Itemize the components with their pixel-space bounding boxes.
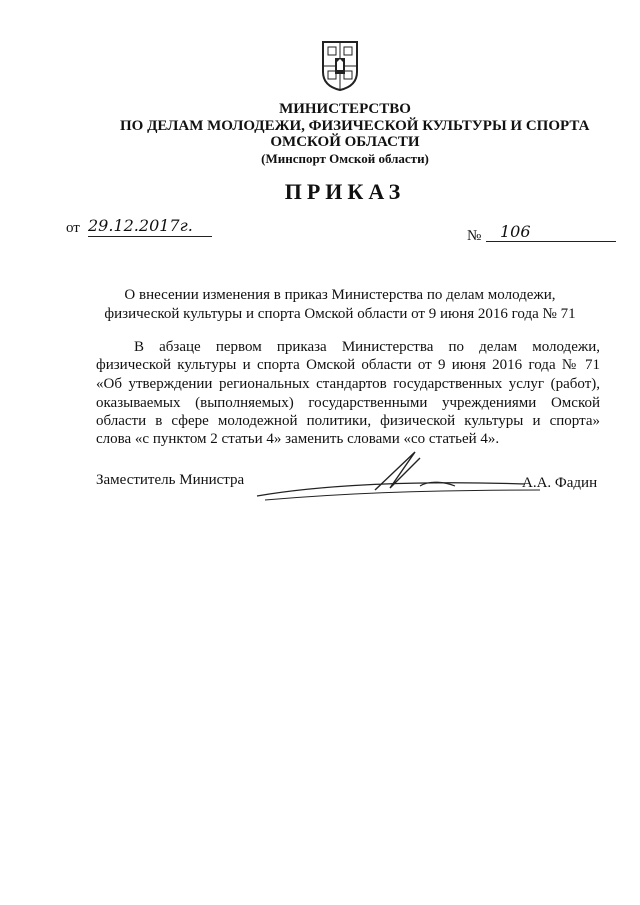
handwritten-signature	[255, 450, 545, 510]
subject-line-2: физической культуры и спорта Омской области от 9 июня 2016 года № 71	[104, 306, 576, 322]
signatory-name: А.А. Фадин	[522, 475, 598, 491]
date-label: от	[66, 220, 80, 236]
date-value: 29.12.2017г.	[88, 216, 212, 237]
signatory-role: Заместитель Министра	[96, 472, 245, 488]
ministry-short-name: (Минспорт Омской области)	[261, 151, 429, 166]
coat-of-arms-icon	[320, 40, 360, 92]
document-title: ПРИКАЗ	[284, 179, 406, 204]
ministry-name-line-2: ПО ДЕЛАМ МОЛОДЕЖИ, ФИЗИЧЕСКОЙ КУЛЬТУРЫ И СПОРТА	[120, 118, 590, 134]
body-line-3: «Об утверждении региональных стандартов государственных услуг (работ),	[96, 376, 600, 392]
ministry-name-line-1: МИНИСТЕРСТВО	[279, 101, 411, 117]
body-line-1: В абзаце первом приказа Министерства по делам молодежи,	[134, 339, 600, 355]
body-line-6: слова «с пунктом 2 статьи 4» заменить словами «со статьей 4».	[96, 431, 500, 447]
number-value: 106	[486, 222, 616, 242]
body-line-5: области в сфере молодежной политики, физической культуры и спорта»	[96, 413, 600, 429]
body-line-2: физической культуры и спорта Омской области от 9 июня 2016 года № 71	[96, 357, 600, 373]
subject-line-1: О внесении изменения в приказ Министерства по делам молодежи,	[124, 287, 556, 303]
ministry-name-line-3: ОМСКОЙ ОБЛАСТИ	[270, 134, 420, 150]
body-line-4: оказываемых (выполняемых) государственными учреждениями Омской	[96, 395, 600, 411]
number-label: №	[467, 228, 482, 244]
